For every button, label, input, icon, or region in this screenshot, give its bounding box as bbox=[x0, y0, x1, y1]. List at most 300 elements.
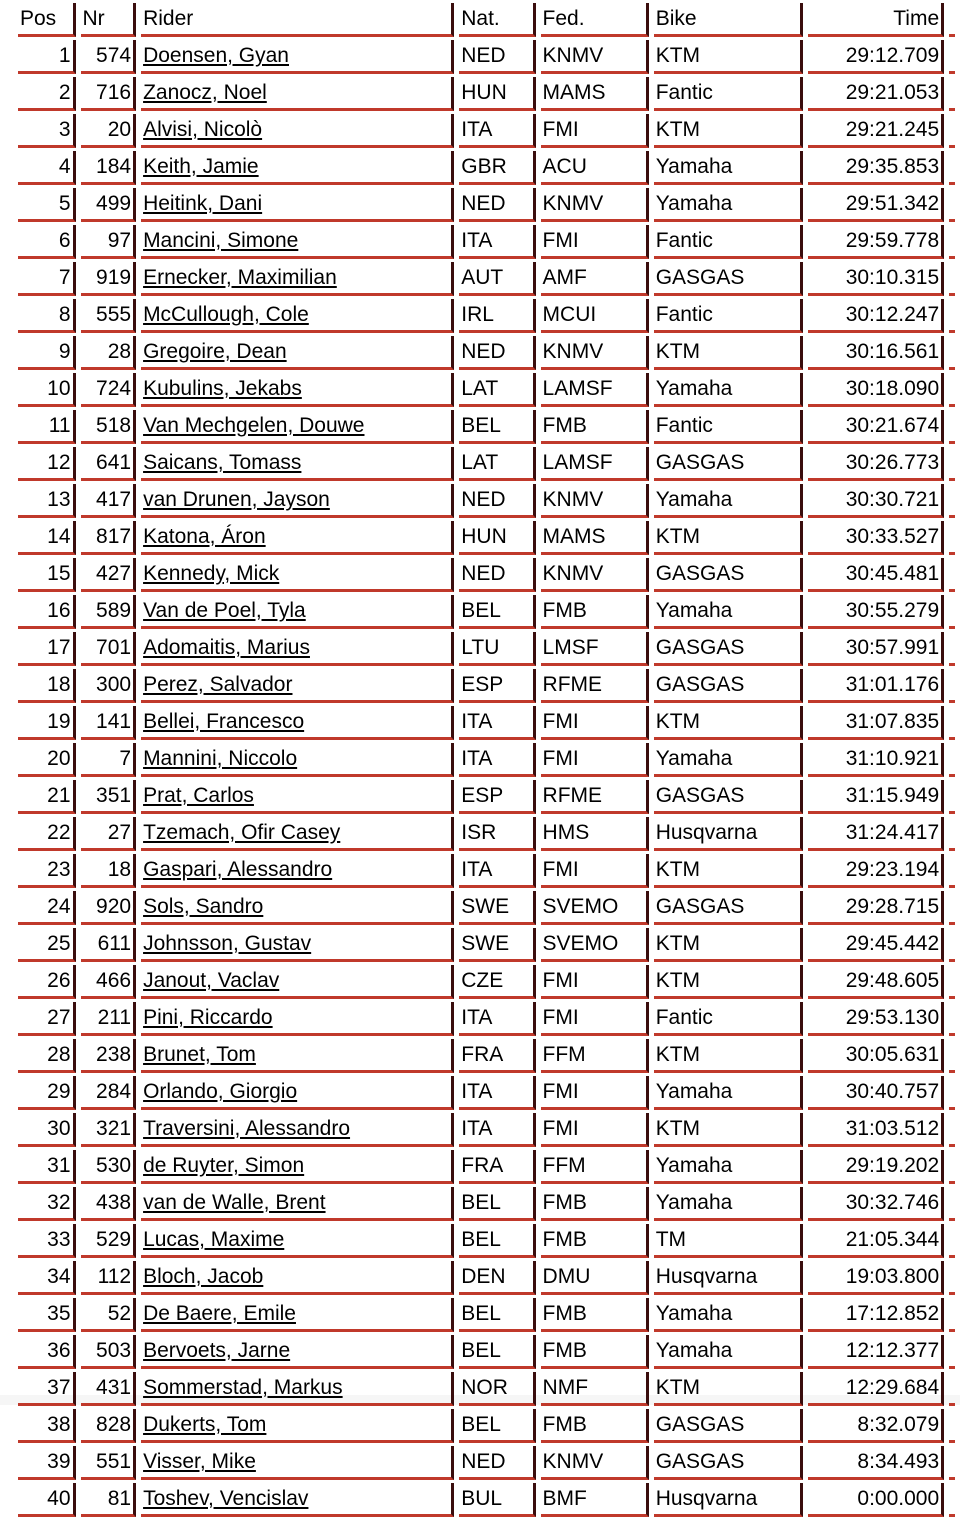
cell-time: 30:57.991 bbox=[808, 632, 944, 666]
cell-bike: KTM bbox=[654, 40, 804, 74]
cell-nat: ITA bbox=[459, 1002, 535, 1036]
cell-time: 29:23.194 bbox=[808, 854, 944, 888]
cell-pos: 21 bbox=[18, 780, 76, 814]
cell-nat: FRA bbox=[459, 1150, 535, 1184]
cell-fed: HMS bbox=[541, 817, 649, 851]
cell-nr: 724 bbox=[81, 373, 137, 407]
cell-extra-column bbox=[949, 743, 955, 777]
rider-link[interactable]: Pini, Riccardo bbox=[143, 1006, 273, 1029]
cell-time: 29:21.053 bbox=[808, 77, 944, 111]
cell-time: 30:26.773 bbox=[808, 447, 944, 481]
cell-rider bbox=[141, 854, 454, 888]
cell-rider bbox=[141, 817, 454, 851]
cell-extra-column bbox=[949, 669, 955, 703]
rider-link[interactable]: Traversini, Alessandro bbox=[143, 1117, 351, 1140]
cell-pos: 4 bbox=[18, 151, 76, 185]
cell-fed: SVEMO bbox=[541, 928, 649, 962]
cell-pos: 9 bbox=[18, 336, 76, 370]
cell-nat: FRA bbox=[459, 1039, 535, 1073]
cell-extra-column bbox=[949, 299, 955, 333]
cell-bike: KTM bbox=[654, 1372, 804, 1406]
results-body bbox=[18, 40, 955, 1517]
cell-pos: 3 bbox=[18, 114, 76, 148]
cell-nat: SWE bbox=[459, 891, 535, 925]
cell-time: 29:45.442 bbox=[808, 928, 944, 962]
cell-time: 29:12.709 bbox=[808, 40, 944, 74]
header-time[interactable]: Time bbox=[808, 3, 944, 37]
table-row bbox=[18, 817, 955, 851]
table-row bbox=[18, 891, 955, 925]
cell-fed: FMI bbox=[541, 1076, 649, 1110]
cell-nat: NED bbox=[459, 1446, 535, 1480]
cell-bike: Yamaha bbox=[654, 151, 804, 185]
cell-bike: Fantic bbox=[654, 410, 804, 444]
cell-extra-column bbox=[949, 1483, 955, 1517]
table-row bbox=[18, 40, 955, 74]
table-row bbox=[18, 114, 955, 148]
cell-nat: SWE bbox=[459, 928, 535, 962]
table-row bbox=[18, 1076, 955, 1110]
cell-bike: KTM bbox=[654, 706, 804, 740]
cell-nr: 518 bbox=[81, 410, 137, 444]
cell-rider bbox=[141, 1446, 454, 1480]
cell-nat: LAT bbox=[459, 447, 535, 481]
cell-bike: KTM bbox=[654, 854, 804, 888]
table-row bbox=[18, 1002, 955, 1036]
table-row bbox=[18, 447, 955, 481]
cell-fed: FMB bbox=[541, 595, 649, 629]
rider-link[interactable]: van de Walle, Brent bbox=[143, 1191, 326, 1214]
cell-time: 31:03.512 bbox=[808, 1113, 944, 1147]
cell-time: 31:10.921 bbox=[808, 743, 944, 777]
cell-nat: ESP bbox=[459, 780, 535, 814]
rider-link[interactable]: Bervoets, Jarne bbox=[143, 1339, 291, 1362]
cell-nat: NED bbox=[459, 336, 535, 370]
cell-nat: BUL bbox=[459, 1483, 535, 1517]
cell-nat: ISR bbox=[459, 817, 535, 851]
cell-extra-column bbox=[949, 1372, 955, 1406]
cell-nat: IRL bbox=[459, 299, 535, 333]
cell-nr: 81 bbox=[81, 1483, 137, 1517]
cell-nat: NED bbox=[459, 40, 535, 74]
table-row bbox=[18, 1335, 955, 1369]
table-row bbox=[18, 965, 955, 999]
rider-link[interactable]: Van de Poel, Tyla bbox=[143, 599, 306, 622]
rider-link[interactable]: Gregoire, Dean bbox=[143, 340, 287, 363]
cell-nr: 300 bbox=[81, 669, 137, 703]
cell-fed: KNMV bbox=[541, 336, 649, 370]
table-row bbox=[18, 1039, 955, 1073]
rider-link[interactable]: Tzemach, Ofir Casey bbox=[143, 821, 341, 844]
cell-pos: 30 bbox=[18, 1113, 76, 1147]
rider-link[interactable]: Bellei, Francesco bbox=[143, 710, 305, 733]
cell-bike: Yamaha bbox=[654, 188, 804, 222]
cell-pos: 40 bbox=[18, 1483, 76, 1517]
rider-link[interactable]: Johnsson, Gustav bbox=[143, 932, 312, 955]
cell-extra-column bbox=[949, 632, 955, 666]
cell-rider bbox=[141, 77, 454, 111]
cell-pos: 1 bbox=[18, 40, 76, 74]
table-row bbox=[18, 299, 955, 333]
rider-link[interactable]: Sommerstad, Markus bbox=[143, 1376, 343, 1399]
cell-time: 30:55.279 bbox=[808, 595, 944, 629]
rider-link[interactable]: Gaspari, Alessandro bbox=[143, 858, 333, 881]
cell-bike: GASGAS bbox=[654, 1409, 804, 1443]
rider-link[interactable]: Kennedy, Mick bbox=[143, 562, 280, 585]
cell-nat: BEL bbox=[459, 410, 535, 444]
rider-link[interactable]: Prat, Carlos bbox=[143, 784, 254, 807]
cell-time: 30:32.746 bbox=[808, 1187, 944, 1221]
cell-pos: 25 bbox=[18, 928, 76, 962]
rider-link[interactable]: Brunet, Tom bbox=[143, 1043, 256, 1066]
cell-nat: NED bbox=[459, 484, 535, 518]
cell-bike: Yamaha bbox=[654, 373, 804, 407]
cell-extra-column bbox=[949, 151, 955, 185]
rider-link[interactable]: Saicans, Tomass bbox=[143, 451, 302, 474]
cell-bike: GASGAS bbox=[654, 891, 804, 925]
rider-link[interactable]: Perez, Salvador bbox=[143, 673, 293, 696]
cell-time: 30:40.757 bbox=[808, 1076, 944, 1110]
cell-rider bbox=[141, 669, 454, 703]
cell-pos: 14 bbox=[18, 521, 76, 555]
cell-time: 31:15.949 bbox=[808, 780, 944, 814]
rider-link[interactable]: Alvisi, Nicolò bbox=[143, 118, 263, 141]
cell-pos: 7 bbox=[18, 262, 76, 296]
table-row bbox=[18, 373, 955, 407]
cell-pos: 33 bbox=[18, 1224, 76, 1258]
table-row bbox=[18, 1150, 955, 1184]
cell-pos: 31 bbox=[18, 1150, 76, 1184]
cell-rider bbox=[141, 1113, 454, 1147]
table-row bbox=[18, 1298, 955, 1332]
cell-bike: KTM bbox=[654, 336, 804, 370]
cell-fed: FMB bbox=[541, 1187, 649, 1221]
cell-fed: FMB bbox=[541, 1335, 649, 1369]
cell-time: 30:05.631 bbox=[808, 1039, 944, 1073]
cell-extra-column bbox=[949, 336, 955, 370]
cell-rider bbox=[141, 114, 454, 148]
rider-link[interactable]: Zanocz, Noel bbox=[143, 81, 267, 104]
cell-pos: 37 bbox=[18, 1372, 76, 1406]
cell-rider bbox=[141, 151, 454, 185]
cell-pos: 29 bbox=[18, 1076, 76, 1110]
cell-extra-column bbox=[949, 1446, 955, 1480]
table-row bbox=[18, 262, 955, 296]
cell-bike: KTM bbox=[654, 521, 804, 555]
cell-extra-column bbox=[949, 1076, 955, 1110]
cell-rider bbox=[141, 484, 454, 518]
rider-link[interactable]: Janout, Vaclav bbox=[143, 969, 280, 992]
rider-link[interactable]: Visser, Mike bbox=[143, 1450, 256, 1473]
cell-extra-column bbox=[949, 1187, 955, 1221]
rider-link[interactable]: de Ruyter, Simon bbox=[143, 1154, 305, 1177]
cell-fed: SVEMO bbox=[541, 891, 649, 925]
cell-time: 30:33.527 bbox=[808, 521, 944, 555]
cell-pos: 10 bbox=[18, 373, 76, 407]
cell-nr: 716 bbox=[81, 77, 137, 111]
cell-bike: TM bbox=[654, 1224, 804, 1258]
header-pos[interactable]: Pos bbox=[18, 3, 76, 37]
rider-link[interactable]: Bloch, Jacob bbox=[143, 1265, 264, 1288]
cell-time: 31:07.835 bbox=[808, 706, 944, 740]
cell-rider bbox=[141, 1002, 454, 1036]
cell-fed: DMU bbox=[541, 1261, 649, 1295]
cell-nat: ESP bbox=[459, 669, 535, 703]
cell-rider bbox=[141, 780, 454, 814]
rider-link[interactable]: Orlando, Giorgio bbox=[143, 1080, 298, 1103]
cell-time: 29:53.130 bbox=[808, 1002, 944, 1036]
rider-link[interactable]: van Drunen, Jayson bbox=[143, 488, 330, 511]
cell-nat: CZE bbox=[459, 965, 535, 999]
cell-pos: 8 bbox=[18, 299, 76, 333]
cell-extra-column bbox=[949, 780, 955, 814]
header-fed[interactable]: Fed. bbox=[541, 3, 649, 37]
cell-rider bbox=[141, 1372, 454, 1406]
cell-bike: Fantic bbox=[654, 1002, 804, 1036]
table-row bbox=[18, 706, 955, 740]
cell-time: 19:03.800 bbox=[808, 1261, 944, 1295]
cell-time: 31:24.417 bbox=[808, 817, 944, 851]
cell-fed: AMF bbox=[541, 262, 649, 296]
cell-rider bbox=[141, 1335, 454, 1369]
cell-nr: 284 bbox=[81, 1076, 137, 1110]
cell-nr: 184 bbox=[81, 151, 137, 185]
table-row bbox=[18, 854, 955, 888]
cell-time: 8:34.493 bbox=[808, 1446, 944, 1480]
table-row bbox=[18, 410, 955, 444]
cell-extra-column bbox=[949, 1039, 955, 1073]
rider-link[interactable]: De Baere, Emile bbox=[143, 1302, 296, 1325]
rider-link[interactable]: Ernecker, Maximilian bbox=[143, 266, 337, 289]
cell-nr: 499 bbox=[81, 188, 137, 222]
cell-time: 12:12.377 bbox=[808, 1335, 944, 1369]
rider-link[interactable]: Van Mechgelen, Douwe bbox=[143, 414, 365, 437]
cell-extra-column bbox=[949, 114, 955, 148]
cell-fed: FFM bbox=[541, 1039, 649, 1073]
table-row bbox=[18, 1261, 955, 1295]
cell-pos: 2 bbox=[18, 77, 76, 111]
cell-bike: Yamaha bbox=[654, 1187, 804, 1221]
cell-pos: 27 bbox=[18, 1002, 76, 1036]
cell-extra-column bbox=[949, 1224, 955, 1258]
rider-link[interactable]: Mannini, Niccolo bbox=[143, 747, 298, 770]
cell-bike: Yamaha bbox=[654, 1298, 804, 1332]
cell-nr: 52 bbox=[81, 1298, 137, 1332]
cell-nr: 817 bbox=[81, 521, 137, 555]
header-rider[interactable]: Rider bbox=[141, 3, 454, 37]
cell-bike: Yamaha bbox=[654, 1335, 804, 1369]
rider-link[interactable]: Dukerts, Tom bbox=[143, 1413, 267, 1436]
cell-bike: KTM bbox=[654, 1113, 804, 1147]
cell-pos: 5 bbox=[18, 188, 76, 222]
cell-fed: ACU bbox=[541, 151, 649, 185]
cell-rider bbox=[141, 632, 454, 666]
cell-fed: RFME bbox=[541, 669, 649, 703]
cell-nr: 466 bbox=[81, 965, 137, 999]
cell-nat: BEL bbox=[459, 1335, 535, 1369]
rider-link[interactable]: Sols, Sandro bbox=[143, 895, 264, 918]
cell-fed: KNMV bbox=[541, 188, 649, 222]
rider-link[interactable]: Katona, Áron bbox=[143, 525, 266, 548]
header-nat[interactable]: Nat. bbox=[459, 3, 535, 37]
cell-pos: 39 bbox=[18, 1446, 76, 1480]
cell-rider bbox=[141, 928, 454, 962]
cell-pos: 6 bbox=[18, 225, 76, 259]
cell-nat: BEL bbox=[459, 1298, 535, 1332]
cell-nr: 417 bbox=[81, 484, 137, 518]
cell-pos: 34 bbox=[18, 1261, 76, 1295]
cell-fed: NMF bbox=[541, 1372, 649, 1406]
header-nr[interactable]: Nr bbox=[81, 3, 137, 37]
cell-nr: 211 bbox=[81, 1002, 137, 1036]
cell-time: 0:00.000 bbox=[808, 1483, 944, 1517]
cell-fed: LAMSF bbox=[541, 373, 649, 407]
cell-rider bbox=[141, 965, 454, 999]
cell-extra-column bbox=[949, 1261, 955, 1295]
cell-bike: Yamaha bbox=[654, 484, 804, 518]
cell-rider bbox=[141, 891, 454, 925]
cell-nat: BEL bbox=[459, 1187, 535, 1221]
cell-extra-column bbox=[949, 1335, 955, 1369]
table-row bbox=[18, 558, 955, 592]
cell-nat: ITA bbox=[459, 114, 535, 148]
cell-nr: 28 bbox=[81, 336, 137, 370]
cell-rider bbox=[141, 1298, 454, 1332]
cell-rider bbox=[141, 336, 454, 370]
cell-nat: ITA bbox=[459, 743, 535, 777]
table-row bbox=[18, 928, 955, 962]
cell-time: 29:35.853 bbox=[808, 151, 944, 185]
cell-nr: 555 bbox=[81, 299, 137, 333]
cell-extra-column bbox=[949, 521, 955, 555]
cell-nr: 427 bbox=[81, 558, 137, 592]
cell-fed: FMI bbox=[541, 706, 649, 740]
cell-time: 29:28.715 bbox=[808, 891, 944, 925]
cell-pos: 11 bbox=[18, 410, 76, 444]
cell-bike: GASGAS bbox=[654, 558, 804, 592]
rider-link[interactable]: Toshev, Vencislav bbox=[143, 1487, 309, 1510]
rider-link[interactable]: Mancini, Simone bbox=[143, 229, 299, 252]
cell-bike: Husqvarna bbox=[654, 1483, 804, 1517]
table-row bbox=[18, 669, 955, 703]
cell-bike: GASGAS bbox=[654, 780, 804, 814]
cell-pos: 28 bbox=[18, 1039, 76, 1073]
header-bike[interactable]: Bike bbox=[654, 3, 804, 37]
cell-pos: 23 bbox=[18, 854, 76, 888]
cell-extra-column bbox=[949, 77, 955, 111]
cell-nr: 701 bbox=[81, 632, 137, 666]
cell-time: 29:59.778 bbox=[808, 225, 944, 259]
rider-link[interactable]: Lucas, Maxime bbox=[143, 1228, 285, 1251]
cell-rider bbox=[141, 595, 454, 629]
table-row bbox=[18, 632, 955, 666]
cell-nr: 351 bbox=[81, 780, 137, 814]
cell-rider bbox=[141, 188, 454, 222]
cell-fed: FMB bbox=[541, 1409, 649, 1443]
table-row bbox=[18, 1113, 955, 1147]
cell-extra-column bbox=[949, 410, 955, 444]
header-row bbox=[18, 3, 955, 37]
cell-time: 29:51.342 bbox=[808, 188, 944, 222]
cell-pos: 17 bbox=[18, 632, 76, 666]
cell-pos: 38 bbox=[18, 1409, 76, 1443]
cell-nr: 530 bbox=[81, 1150, 137, 1184]
cell-nat: ITA bbox=[459, 1113, 535, 1147]
cell-nr: 97 bbox=[81, 225, 137, 259]
cell-rider bbox=[141, 40, 454, 74]
table-row bbox=[18, 225, 955, 259]
cell-extra-column bbox=[949, 1298, 955, 1332]
cell-rider bbox=[141, 373, 454, 407]
cell-bike: GASGAS bbox=[654, 669, 804, 703]
rider-link[interactable]: Adomaitis, Marius bbox=[143, 636, 310, 659]
cell-time: 31:01.176 bbox=[808, 669, 944, 703]
cell-time: 29:19.202 bbox=[808, 1150, 944, 1184]
cell-bike: GASGAS bbox=[654, 447, 804, 481]
rider-link[interactable]: Keith, Jamie bbox=[143, 155, 259, 178]
cell-bike: Yamaha bbox=[654, 595, 804, 629]
cell-fed: LAMSF bbox=[541, 447, 649, 481]
cell-nr: 828 bbox=[81, 1409, 137, 1443]
cell-pos: 36 bbox=[18, 1335, 76, 1369]
cell-bike: Husqvarna bbox=[654, 1261, 804, 1295]
rider-link[interactable]: Doensen, Gyan bbox=[143, 44, 289, 67]
cell-extra-column bbox=[949, 558, 955, 592]
cell-nat: LAT bbox=[459, 373, 535, 407]
table-row bbox=[18, 595, 955, 629]
cell-bike: KTM bbox=[654, 1039, 804, 1073]
cell-bike: Husqvarna bbox=[654, 817, 804, 851]
cell-rider bbox=[141, 1150, 454, 1184]
cell-nr: 529 bbox=[81, 1224, 137, 1258]
rider-link[interactable]: Kubulins, Jekabs bbox=[143, 377, 302, 400]
cell-fed: FFM bbox=[541, 1150, 649, 1184]
rider-link[interactable]: Heitink, Dani bbox=[143, 192, 263, 215]
header-extra-column bbox=[949, 3, 955, 37]
cell-rider bbox=[141, 225, 454, 259]
cell-bike: Yamaha bbox=[654, 1150, 804, 1184]
cell-rider bbox=[141, 743, 454, 777]
cell-bike: KTM bbox=[654, 965, 804, 999]
cell-pos: 26 bbox=[18, 965, 76, 999]
cell-nat: HUN bbox=[459, 77, 535, 111]
cell-bike: KTM bbox=[654, 928, 804, 962]
cell-fed: FMI bbox=[541, 1113, 649, 1147]
cell-bike: Fantic bbox=[654, 77, 804, 111]
rider-link[interactable]: McCullough, Cole bbox=[143, 303, 309, 326]
cell-pos: 22 bbox=[18, 817, 76, 851]
cell-fed: KNMV bbox=[541, 558, 649, 592]
cell-time: 30:21.674 bbox=[808, 410, 944, 444]
cell-nr: 574 bbox=[81, 40, 137, 74]
cell-rider bbox=[141, 1187, 454, 1221]
cell-fed: FMI bbox=[541, 743, 649, 777]
cell-nr: 18 bbox=[81, 854, 137, 888]
table-row bbox=[18, 484, 955, 518]
table-row bbox=[18, 151, 955, 185]
cell-rider bbox=[141, 1483, 454, 1517]
cell-extra-column bbox=[949, 40, 955, 74]
cell-nat: ITA bbox=[459, 225, 535, 259]
cell-fed: FMI bbox=[541, 854, 649, 888]
cell-bike: Fantic bbox=[654, 225, 804, 259]
table-row bbox=[18, 1483, 955, 1517]
cell-fed: FMB bbox=[541, 1224, 649, 1258]
cell-fed: FMB bbox=[541, 410, 649, 444]
table-row bbox=[18, 336, 955, 370]
cell-nr: 20 bbox=[81, 114, 137, 148]
cell-time: 12:29.684 bbox=[808, 1372, 944, 1406]
